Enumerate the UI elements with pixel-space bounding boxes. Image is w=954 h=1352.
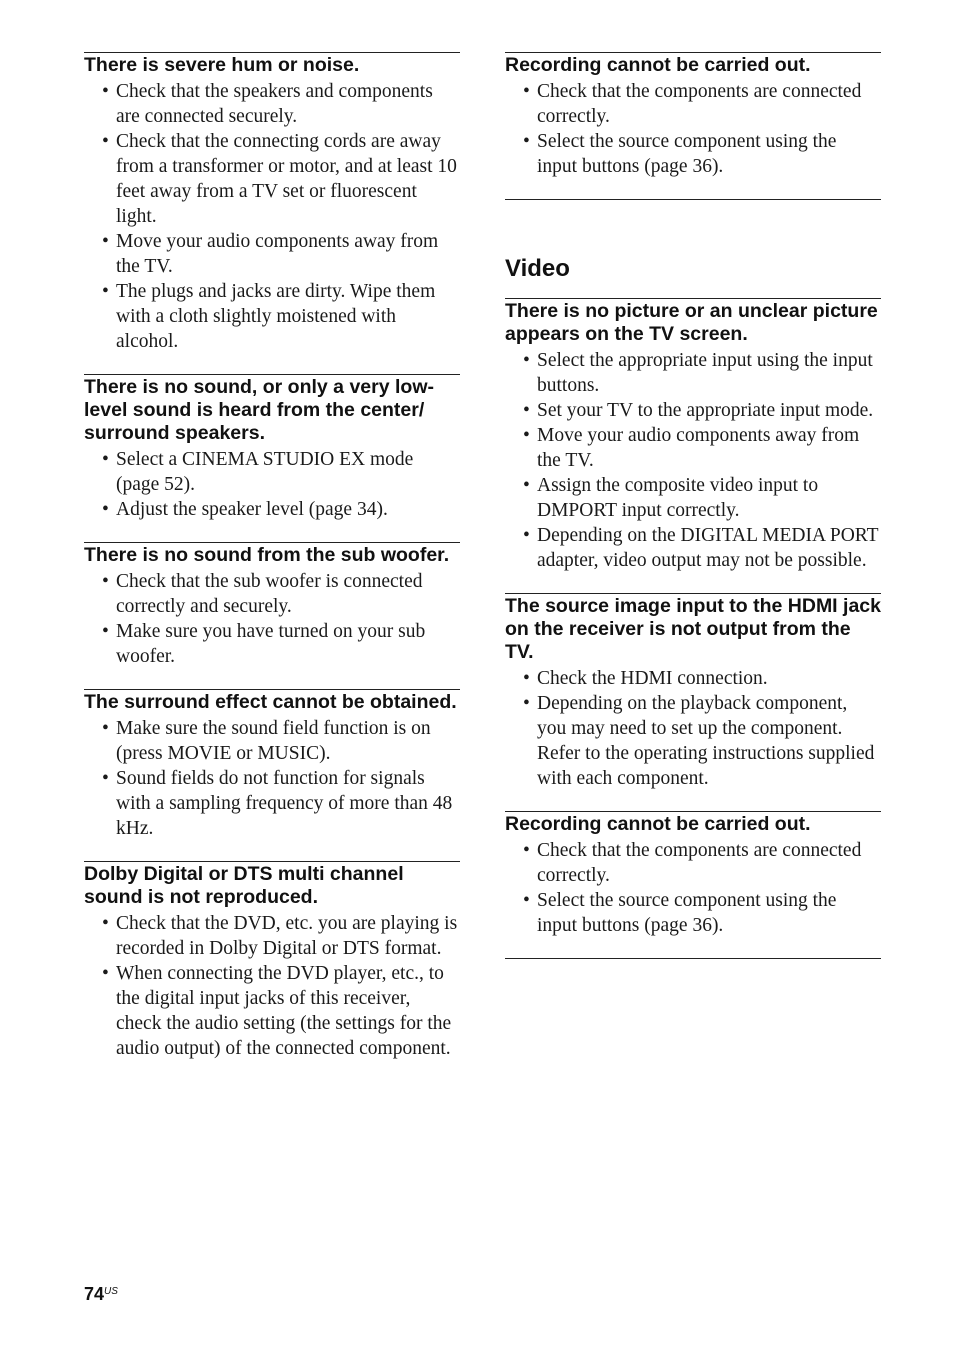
page-number-suffix: US: [104, 1286, 118, 1297]
list-item: • Make sure you have turned on your sub woofer.: [116, 619, 460, 669]
section-heading: There is no picture or an unclear picture appears on the TV screen.: [505, 300, 878, 345]
section-hum-noise: [84, 52, 460, 354]
section-video-recording: [505, 811, 881, 959]
bullet-list: [505, 838, 881, 938]
bullet-list: [84, 716, 460, 841]
list-item: • Select the appropriate input using the input buttons.: [537, 348, 881, 398]
list-item: • Check that the sub woofer is connected correctly and securely.: [116, 569, 460, 619]
section-no-sound-sub-woofer: [84, 542, 460, 669]
list-item: • Depending on the playback component, you may need to set up the component. Refer to the operating instructions supplied with each component.: [537, 691, 881, 791]
section-heading: Recording cannot be carried out.: [505, 813, 811, 835]
bullet-list: [84, 447, 460, 522]
section-heading: Dolby Digital or DTS multi channel sound is not reproduced.: [84, 863, 404, 908]
section-surround-effect: [84, 689, 460, 841]
list-item: • Select the source component using the input buttons (page 36).: [537, 129, 881, 179]
list-item: • Select the source component using the input buttons (page 36).: [537, 888, 881, 938]
list-item: • Check that the speakers and components are connected securely.: [116, 79, 460, 129]
section-heading: There is severe hum or noise.: [84, 54, 360, 76]
bullet-list: [84, 79, 460, 354]
list-item: • Make sure the sound field function is on (press MOVIE or MUSIC).: [116, 716, 460, 766]
list-item: • Check the HDMI connection.: [537, 666, 881, 691]
video-section-title: Video: [505, 255, 570, 282]
left-column: [84, 52, 460, 1061]
list-item: • Move your audio components away from the TV.: [537, 423, 881, 473]
section-heading: The surround effect cannot be obtained.: [84, 691, 457, 713]
list-item: • Move your audio components away from the TV.: [116, 229, 460, 279]
bullet-list: [84, 911, 460, 1061]
section-dolby-dts: [84, 861, 460, 1061]
list-item: • Check that the connecting cords are away from a transformer or motor, and at least 10 feet away from a TV set or fluorescent light.: [116, 129, 460, 229]
section-heading: The source image input to the HDMI jack on the receiver is not output from the TV.: [505, 595, 881, 663]
section-heading: There is no sound from the sub woofer.: [84, 544, 450, 566]
list-item: • When connecting the DVD player, etc., to the digital input jacks of this receiver, check the audio setting (the settings for the audio output) of the connected component.: [116, 961, 460, 1061]
section-heading: There is no sound, or only a very low-level sound is heard from the center/ surround speakers.: [84, 376, 434, 444]
list-item: • Select a CINEMA STUDIO EX mode (page 52).: [116, 447, 460, 497]
list-item: • Assign the composite video input to DMPORT input correctly.: [537, 473, 881, 523]
right-column: [505, 52, 881, 959]
page-number: [84, 1281, 118, 1305]
bullet-list: [84, 569, 460, 669]
list-item: • Set your TV to the appropriate input mode.: [537, 398, 881, 423]
list-item: • Sound fields do not function for signals with a sampling frequency of more than 48 kHz.: [116, 766, 460, 841]
section-audio-recording: [505, 52, 881, 200]
section-no-sound-center-surround: [84, 374, 460, 522]
list-item: • Adjust the speaker level (page 34).: [116, 497, 460, 522]
section-hdmi-not-output: [505, 593, 881, 791]
section-heading: Recording cannot be carried out.: [505, 54, 811, 76]
section-no-picture: [505, 298, 881, 573]
list-item: • Check that the DVD, etc. you are playing is recorded in Dolby Digital or DTS format.: [116, 911, 460, 961]
list-item: • Check that the components are connected correctly.: [537, 838, 881, 888]
bullet-list: [505, 666, 881, 791]
bullet-list: [505, 79, 881, 179]
bullet-list: [505, 348, 881, 573]
list-item: • Depending on the DIGITAL MEDIA PORT adapter, video output may not be possible.: [537, 523, 881, 573]
list-item: • Check that the components are connected correctly.: [537, 79, 881, 129]
page-number-value: 74: [84, 1284, 105, 1304]
list-item: • The plugs and jacks are dirty. Wipe them with a cloth slightly moistened with alcohol.: [116, 279, 460, 354]
